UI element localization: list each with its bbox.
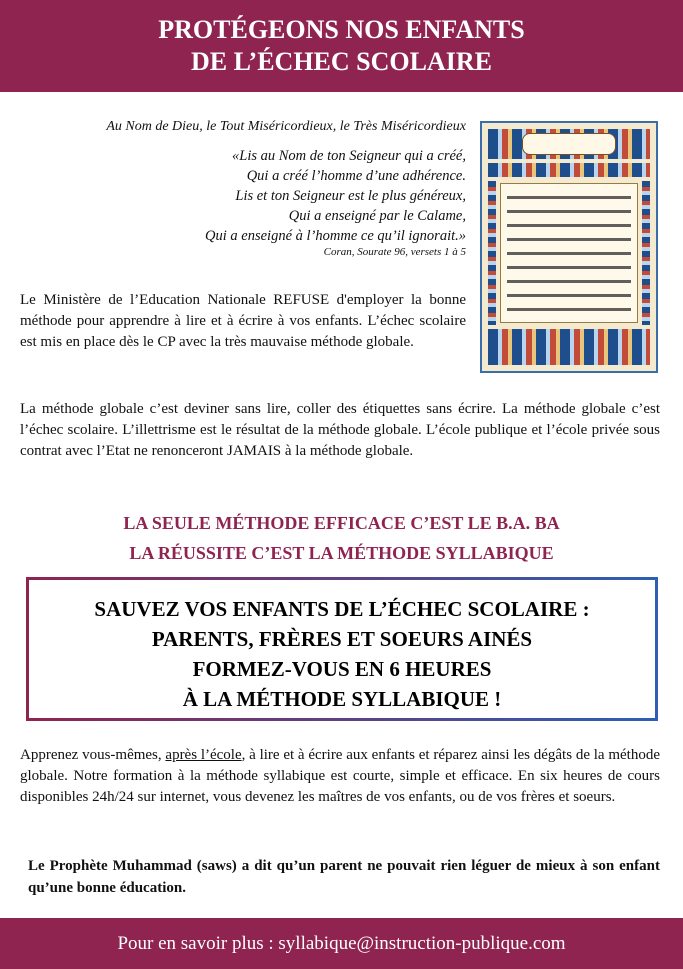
verse-line: «Lis au Nom de ton Seigneur qui a créé, (232, 148, 466, 164)
footer-contact: Pour en savoir plus : syllabique@instruction-publique.com (0, 918, 683, 969)
training-emphasis: après l’école (165, 747, 242, 763)
ornament-side (642, 181, 650, 325)
verse-citation: Coran, Sourate 96, versets 1 à 5 (323, 246, 466, 258)
quran-verses (20, 146, 466, 246)
paragraph-training (20, 745, 660, 808)
ornament-side (488, 181, 496, 325)
training-text: Apprenez vous-mêmes, (20, 747, 166, 763)
verse-line: Lis et ton Seigneur est le plus généreux, (235, 188, 466, 204)
surah-title-cartouche (522, 133, 616, 155)
basmala: Au Nom de Dieu, le Tout Miséricordieux, le Très Miséricordieux (106, 119, 466, 134)
cta-line: FORMEZ-VOUS EN 6 HEURES (192, 657, 492, 681)
cta-line: SAUVEZ VOS ENFANTS DE L’ÉCHEC SCOLAIRE : (94, 597, 590, 621)
call-to-action-box (26, 577, 658, 721)
paragraph-ministry: Le Ministère de l’Education Nationale REFUSE d'employer la bonne méthode pour apprendre à lire et à écrire à vos enfants. L’échec scolaire est mis en place dès le CP avec la très mauvaise méthode globale. (20, 292, 466, 350)
slogan-line: LA RÉUSSITE C’EST LA MÉTHODE SYLLABIQUE (129, 543, 554, 563)
ornament-band (488, 329, 650, 365)
cta-line: À LA MÉTHODE SYLLABIQUE ! (182, 687, 502, 711)
training-text: , à lire et à écrire aux enfants et réparez ainsi les dégâts de la méthode globale. Notre formation à la méthode syllabique est courte, simple et efficace. En six heures de cours disponibles 24h/24 sur internet, vous devenez les maîtres de vos enfants, ou de vos frères et soeurs. (20, 747, 660, 805)
slogans (0, 508, 683, 568)
verse-line: Qui a enseigné à l’homme ce qu’il ignorait.» (205, 228, 466, 244)
paragraph-global-method: La méthode globale c’est deviner sans lire, coller des étiquettes sans écrire. La méthode globale c’est l’échec scolaire. L’illettrisme est le résultat de la méthode globale. L’école publique et l’école privée sous contrat avec l’Etat ne renonceront JAMAIS à la méthode globale. (20, 401, 660, 459)
quran-page-image (480, 121, 658, 373)
verse-line: Qui a créé l’homme d’une adhérence. (246, 168, 466, 184)
prophet-quote: Le Prophète Muhammad (saws) a dit qu’un parent ne pouvait rien léguer de mieux à son enfant qu’une bonne éducation. (28, 858, 660, 896)
quran-text-area (500, 183, 638, 323)
ornament-band (488, 163, 650, 177)
verse-line: Qui a enseigné par le Calame, (288, 208, 466, 224)
slogan-line: LA SEULE MÉTHODE EFFICACE C’EST LE B.A. BA (123, 513, 560, 533)
header-title-line1: PROTÉGEONS NOS ENFANTS (158, 15, 525, 44)
header-title-line2: DE L’ÉCHEC SCOLAIRE (190, 47, 492, 76)
cta-line: PARENTS, FRÈRES ET SOEURS AINÉS (151, 627, 533, 651)
header-banner (0, 0, 683, 92)
call-to-action-content (29, 580, 655, 718)
